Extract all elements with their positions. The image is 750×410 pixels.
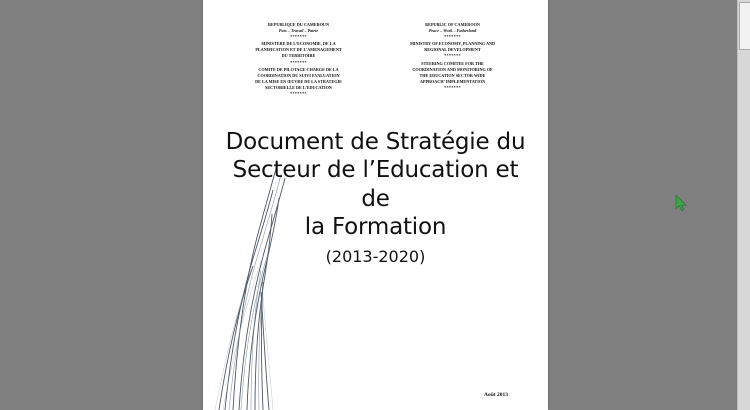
header-line: APPROACH’ IMPLEMENTATION: [419, 78, 486, 84]
title-period: (2013-2020): [325, 247, 426, 267]
mouse-cursor-icon: [675, 195, 687, 211]
header-line: *******: [290, 91, 307, 97]
header-line: COORDINATION DU SUIVI EVALUATION: [257, 72, 340, 78]
title-line-2: Secteur de l’Education et de: [232, 157, 519, 212]
header-line: *******: [444, 53, 461, 59]
header-line: *******: [290, 34, 307, 40]
header-line: *******: [444, 34, 461, 40]
header-line: *******: [444, 84, 461, 90]
header-line: *******: [290, 59, 307, 65]
header-line: DU TERRITOIRE: [281, 53, 316, 59]
title-line-1: Document de Stratégie du: [225, 129, 526, 155]
header-line: REGIONAL DEVELOPMENT: [424, 47, 481, 53]
header-line: REPUBLIC OF CAMEROON: [425, 22, 480, 27]
header-line: STEERING COMITEE FOR THE: [421, 60, 484, 66]
header-column-french: [239, 22, 359, 98]
header-line: MINISTERE DE L’ECONOMIE, DE LA: [261, 41, 336, 47]
header-line: REPUBLIQUE DU CAMEROUN: [268, 22, 329, 27]
header-line: THE EDUCATION SECTOR WIDE: [419, 72, 486, 78]
header-line: MINISTRY OF ECONOMY, PLANNING AND: [409, 41, 496, 47]
header-line: SECTORIELLE DE L’EDUCATION: [265, 84, 332, 90]
scrollbar-thumb[interactable]: [739, 2, 750, 50]
header-line: Paix – Travail – Patrie: [278, 28, 319, 34]
header-column-english: [393, 22, 513, 98]
header-line: Peace – Work – Fatherland: [428, 28, 477, 34]
publication-date: Août 2013: [484, 392, 508, 398]
document-page: [203, 0, 548, 410]
vertical-scrollbar[interactable]: [737, 0, 750, 410]
document-title-block: [221, 128, 530, 266]
header-line: DE LA MISE EN ŒUVRE DE LA STRATEGIE: [255, 78, 342, 84]
header-line: COMITE DE PILOTAGE CHARGE DE LA: [258, 66, 339, 72]
title-line-3: la Formation: [304, 213, 447, 240]
header-line: COORDINATION AND MONITORING OF: [412, 66, 493, 72]
header-line: PLANIFICATION ET DE L’AMENAGEMENT: [255, 47, 342, 53]
ministry-header: [203, 22, 548, 98]
